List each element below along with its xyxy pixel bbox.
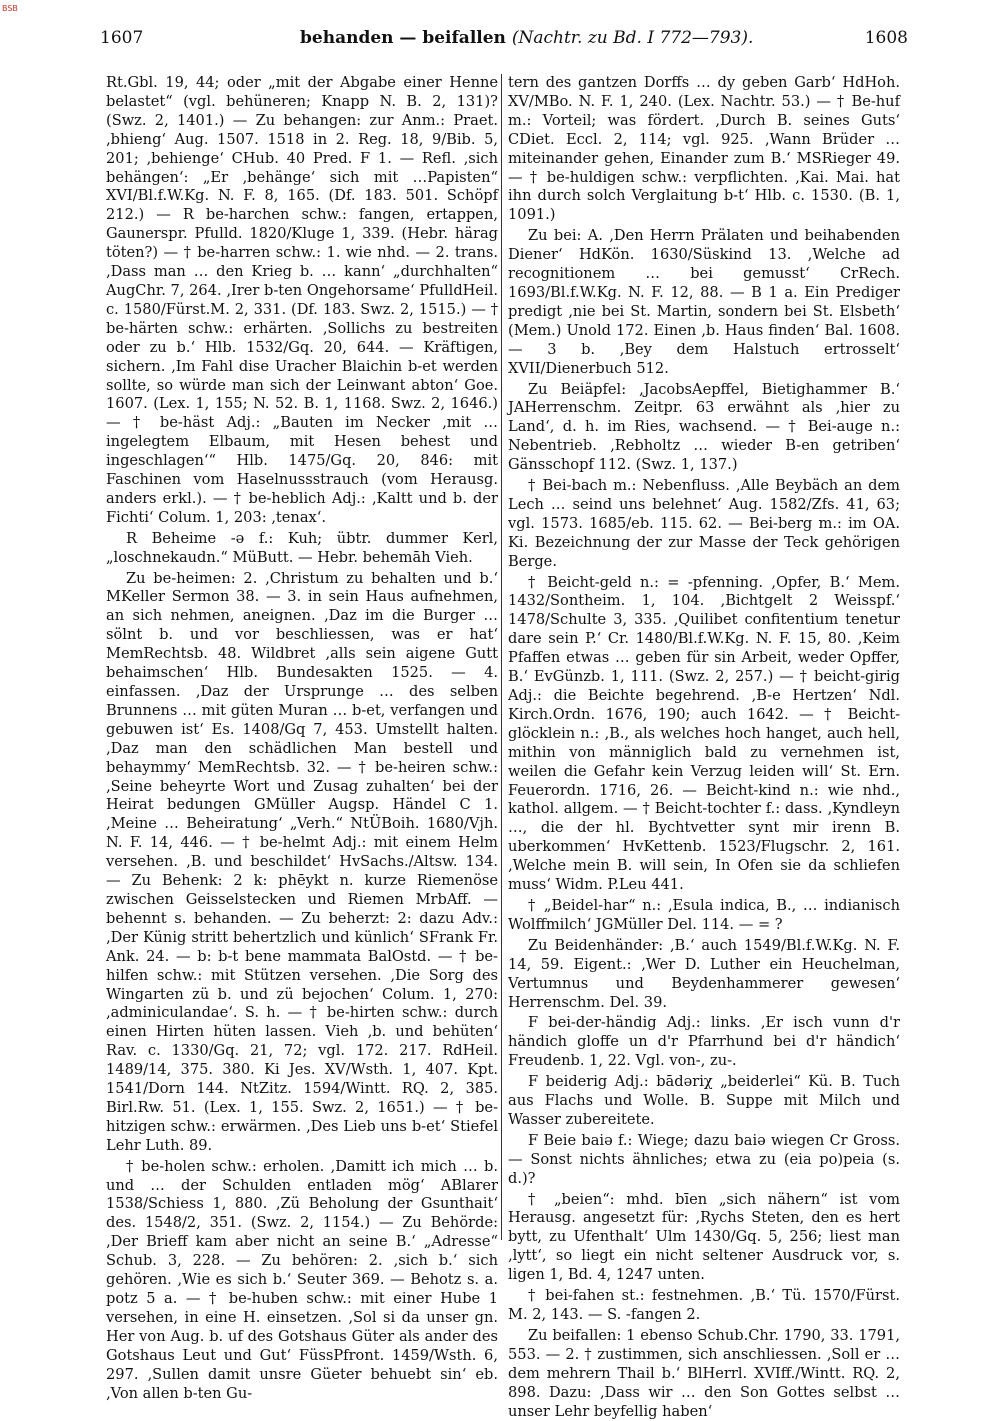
entry-paragraph: tern des gantzen Dorffs … dy geben Garb‘ HdHoh. XV/MBo. N. F. 1, 240. (Lex. Nachtr. 53.) — † Be-huf m.: Vorteil; was fördert. ‚Durch B. seines Guts‘ CDiet. Eccl. 2, 114; vgl. 925. ‚Wann Brüder … miteinander gehen, Einander zum B.‘ MSRieger 49. — † be-huldigen schw.: verpflichten. ‚Kai. Mai. hat ihn durch solch Verglaitung b-t‘ Hlb. c. 1530. (B. 1, 1091.) bbox=[508, 74, 900, 224]
entry-paragraph: † be-holen schw.: erholen. ‚Damitt ich mich … b. und … der Schulden entladen mög‘ ABlarer 1538/Schiess 1, 880. ‚Zü Beholung der Gsunthait‘ des. 1548/2, 351. (Swz. 2, 1154.) — Zu Behörde: ‚Der Brieff kam aber nicht an seine B.‘ „Adresse“ Schub. 3, 228. — Zu behören: 2. ‚sich b.‘ sich gehören. ‚Wie es sich b.‘ Seuter 369. — Behotz s. a. potz 5 a. — † be-huben schw.: mit einer Hube 1 versehen, in eine H. einsetzen. ‚Sol si da unser gn. Her von Aug. b. uf des Gotshaus Güter als ander des Gotshaus Leut und Gut‘ FüssPfront. 1459/Wsth. 6, 297. ‚Sullen damit unsre Güeter behuebt sin‘ eb. ‚Von allen b-ten Gu- bbox=[106, 1157, 498, 1402]
entry-paragraph: Zu bei: A. ‚Den Herrn Prälaten und beihabenden Diener‘ HdKön. 1630/Süskind 13. ‚Welche ad recognitionem … bei gemusst‘ CrRech. 1693/Bl.f.W.Kg. N. F. 12, 88. — B 1 a. Ein Prediger predigt ‚nie bei St. Martin, sondern bei St. Elsbeth‘ (Mem.) Unold 172. Einen ‚b. Haus finden‘ Bal. 1608. — 3 b. ‚Bey dem Halstuch ertrosselt‘ XVII/Dienerbuch 512. bbox=[508, 227, 900, 377]
running-title-words: behanden — beifallen bbox=[300, 28, 506, 48]
entry-paragraph: Rt.Gbl. 19, 44; oder „mit der Abgabe einer Henne belastet“ (vgl. behüneren; Knapp N. B. 2, 131)? (Swz. 2, 1401.) — Zu behangen: zur Anm.: Praet. ‚bhieng‘ Aug. 1507. 1518 in 2. Reg. 18, 9/Bib. 5, 201; ‚behienge‘ CHub. 40 Pred. F 1. — Refl. ‚sich behängen‘: „Er ‚behänge‘ sich mit …Papisten“ XVI/Bl.f.W.Kg. N. F. 8, 165. (Df. 183. 501. Schöpf 212.) — R be-harchen schw.: fangen, ertappen, Gaunerspr. Pfulld. 1820/Kluge 1, 339. (Hebr. härag töten?) — † be-harren schw.: 1. wie nhd. — 2. trans. ‚Dass man … den Krieg b. … kann‘ „durchhalten“ AugChr. 7, 264. ‚Irer b-ten Ongehorsame‘ PfulldHeil. c. 1580/Fürst.M. 2, 331. (Df. 183. Swz. 2, 1515.) — † be-härten schw.: erhärten. ‚Sollichs zu bestreiten oder zu b.‘ Hlb. 1532/Gq. 20, 644. — Kräftigen, sichern. ‚Im Fahl dise Uracher Blaichin b-et werden sollte, so würde man sich der Leinwant abton‘ Goe. 1607. (Lex. 1, 155; N. 52. B. 1, 1168. Swz. 2, 1646.) — † be-häst Adj.: „Bauten im Necker ‚mit … ingelegtem Elbaum, mit Hesen behest und ingeschlagen‘“ Hlb. 1475/Gq. 20, 846: mit Faschinen vom Haselnussstrauch (vom Herausg. anders erkl.). — † be-heblich Adj.: ‚Kaltt und b. der Fichti‘ Colum. 1, 203: ‚tenax‘. bbox=[106, 74, 498, 526]
entry-paragraph: Zu Beiäpfel: ‚JacobsAepffel, Bietighammer B.‘ JAHerrenschm. Zeitpr. 63 erwähnt als ‚hier zu Land‘, d. h. im Ries, wachsend. — † Bei-auge n.: Nebentrieb. ‚Rebholtz … wieder B-en getriben‘ Gänsschopf 112. (Swz. 1, 137.) bbox=[508, 380, 900, 474]
entry-paragraph: F bei-der-händig Adj.: links. ‚Er isch vunn d'r händich gloffe un d'r Pfarrhund bei d'r händich‘ Freudenb. 1, 22. Vgl. von-, zu-. bbox=[508, 1014, 900, 1070]
entry-paragraph: † „Beidel-har“ n.: ‚Esula indica, B., … indianisch Wolffmilch‘ JGMüller Del. 114. — = ? bbox=[508, 896, 900, 933]
entry-paragraph: R Beheime -ə f.: Kuh; übtr. dummer Kerl, „loschnekaudn.“ MüButt. — Hebr. behemāh Vieh. bbox=[106, 529, 498, 566]
right-column bbox=[508, 74, 900, 1420]
entry-paragraph: † „beien“: mhd. bīen „sich nähern“ ist vom Herausg. angesetzt für: ‚Rychs Steten, den es hert bytt, zu Ufenthalt‘ Ulm 1430/Gq. 5, 256; liest man ‚lytt‘, so liegt ein nicht seltener Ausdruck vor, s. ligen 1, Bd. 4, 1247 unten. bbox=[508, 1190, 900, 1284]
running-title-note: (Nachtr. zu Bd. I 772—793). bbox=[511, 28, 754, 48]
page-number-right: 1608 bbox=[864, 28, 908, 48]
page-number-left: 1607 bbox=[100, 28, 144, 48]
entry-paragraph: F Beie baiə f.: Wiege; dazu baiə wiegen Cr Gross. — Sonst nichts ähnliches; etwa zu (eia po)peia (s. d.)? bbox=[508, 1131, 900, 1187]
entry-paragraph: Zu Beidenhänder: ‚B.‘ auch 1549/Bl.f.W.Kg. N. F. 14, 59. Eigent.: ‚Wer D. Luther ein Heuchelman, Vertumnus und Beydenhammerer gewesen‘ Herrenschm. Del. 39. bbox=[508, 936, 900, 1011]
entry-paragraph: F beiderig Adj.: bādəriχ „beiderlei“ Kü. B. Tuch aus Flachs und Wolle. B. Suppe mit Milch und Wasser zubereitete. bbox=[508, 1073, 900, 1128]
left-column bbox=[106, 74, 498, 1402]
entry-paragraph: Zu be-heimen: 2. ‚Christum zu behalten und b.‘ MKeller Sermon 38. — 3. in sein Haus aufnehmen, an sich nehmen, aneignen. ‚Daz im die Burger … sölnt b. und vor beschliessen, was er hat‘ MemRechtsb. 48. Wildbret ‚alls sein aigene Gutt behaimschen‘ Hlb. Bundesakten 1525. — 4. einfassen. ‚Daz der Ursprunge … des selben Brunnens … mit güten Muran … b-et, verfangen und gebuwen ist‘ Es. 1408/Gq 7, 453. Umstellt halten. ‚Daz man den schädlichen Man bestell und behaymmy‘ MemRechtsb. 32. — † be-heiren schw.: ‚Seine beheyrte Wort und Zusag zuhalten‘ bei der Heirat bedungen GMüller Augsp. Händel C 1. ‚Meine … Beheiratung‘ „Verh.“ NtÜBoih. 1680/Vjh. N. F. 14, 446. — † be-helmt Adj.: mit einem Helm versehen. ‚B. und beschildet‘ HvSachs./Altsw. 134. — Zu Behenk: 2 k: phēykt n. kurze Riemenöse zwischen Geisselstecken und Riemen MrbAff. — behennt s. behanden. — Zu beherzt: 2: dazu Adv.: ‚Der Künig stritt behertzlich und künlich‘ SFrank Fr. Ank. 24. — b: b-t bene mammata BalOstd. — † be-hilfen schw.: mit Stützen versehen. ‚Die Sorg des Wingarten zü b. und zü bejochen‘ Colum. 1, 270: ‚adminiculandae‘. S. h. — † be-hirten schw.: durch einen Hirten hüten lassen. Vieh ‚b. und behüten‘ Rav. c. 1330/Gq. 21, 72; vgl. 172. 217. RdHeil. 1489/14, 375. 380. Ki Jes. XV/Wsth. 1, 407. Kpt. 1541/Dorn 144. NtZitz. 1594/Wintt. RQ. 2, 385. Birl.Rw. 51. (Lex. 1, 155. Swz. 2, 1651.) — † be-hitzigen schw.: erwärmen. ‚Des Lieb uns b-et‘ Stiefel Lehr Luth. 89. bbox=[106, 569, 498, 1154]
running-title bbox=[300, 28, 753, 48]
entry-paragraph: † Beicht-geld n.: = -pfenning. ‚Opfer, B.‘ Mem. 1432/Sontheim. 1, 104. ‚Bichtgelt 2 Weisspf.‘ 1478/Schulte 3, 335. ‚Quilibet confitentium tenetur dare sein P.‘ Cr. 1480/Bl.f.W.Kg. N. F. 15, 80. ‚Keim Pfaffen etwas … geben für sin Arbeit, weder Opffer, B.‘ EvGünzb. 1, 111. (Swz. 2, 257.) — † beicht-girig Adj.: die Beichte begehrend. ‚B-e Hertzen‘ Ndl. Kirch.Ordn. 1676, 190; auch 1642. — † Beicht-glöcklein n.: ‚B., als welches hoch hanget, auch hell, mithin von männiglich bald zu vernehmen ist, weilen die Gefahr kein Verzug leiden will‘ St. Ern. Feuerordn. 1716, 26. — Beicht-kind n.: wie nhd., kathol. allgem. — † Beicht-tochter f.: dass. ‚Kyndleyn …, die der hl. Bychtvetter synt mir irenn B. uberkommen‘ HvKettenb. 1523/Flugschr. 2, 161. ‚Welche mein B. will sein, In Ofen sie da schliefen muss‘ Widm. P.Leu 441. bbox=[508, 573, 900, 894]
column-divider bbox=[501, 74, 502, 1240]
library-watermark: BSB bbox=[2, 4, 18, 13]
page-header bbox=[100, 28, 908, 52]
entry-paragraph: † bei-fahen st.: festnehmen. ‚B.‘ Tü. 1570/Fürst. M. 2, 143. — S. -fangen 2. bbox=[508, 1287, 900, 1323]
entry-paragraph: † Bei-bach m.: Nebenfluss. ‚Alle Beybäch an dem Lech … seind uns belehnet‘ Aug. 1582/Zfs. 41, 63; vgl. 1573. 1685/eb. 115. 62. — Bei-berg m.: im OA. Ki. Bezeichnung der zur Masse der Teck gehörigen Berge. bbox=[508, 477, 900, 570]
entry-paragraph: Zu beifallen: 1 ebenso Schub.Chr. 1790, 33. 1791, 553. — 2. † zustimmen, sich anschliessen. ‚Soll er … dem mehrern Thail b.‘ BlHerrl. XVIff./Wintt. RQ. 2, 898. Dazu: ‚Dass wir … den Son Gottes selbst … unser Lehr beyfellig haben‘ bbox=[508, 1326, 900, 1420]
